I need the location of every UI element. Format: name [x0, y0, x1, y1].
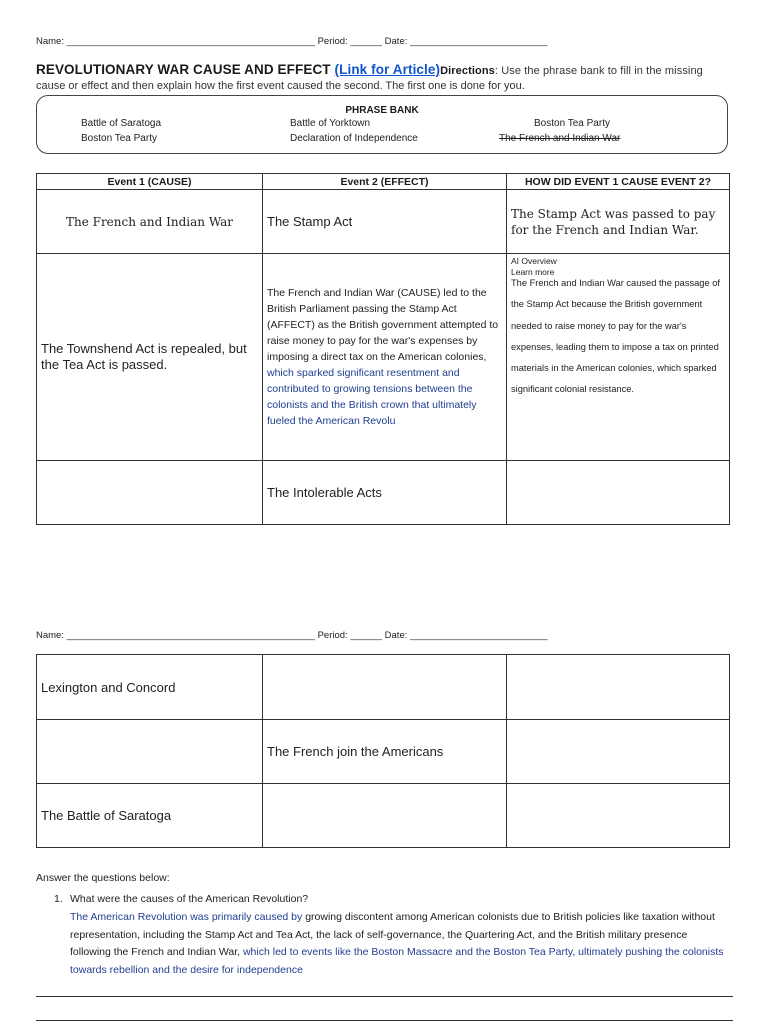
effect-cell[interactable] — [263, 784, 507, 848]
article-link[interactable]: (Link for Article) — [334, 62, 441, 77]
ai-overview-text: The French and Indian War caused the passage of the Stamp Act because the British government needed to raise money to pay for the war's expenses, leading them to impose a tax on printed materials in the American colonies, which sparked significant colonial resistance. — [511, 278, 720, 395]
phrase-bank-item: Declaration of Independence — [290, 133, 418, 144]
directions-text: : Use the phrase bank to fill in the missing — [494, 65, 703, 77]
ai-overview-label: AI Overview — [511, 256, 557, 266]
effect-text: The French and Indian War (CAUSE) led to the British Parliament passing the Stamp Act (AFFECT) as the British government attempted to raise money to pay for the war's expenses by imposing a direct tax on the American colonies, — [267, 287, 499, 363]
header-effect: Event 2 (EFFECT) — [263, 174, 507, 190]
answer-line[interactable] — [36, 996, 733, 997]
phrase-bank-item: Battle of Yorktown — [290, 118, 371, 129]
cause-effect-table-1 — [36, 173, 730, 525]
directions-label: Directions — [440, 65, 495, 77]
phrase-bank-item-crossed-out: The French and Indian War — [499, 133, 621, 144]
effect-cell[interactable] — [263, 655, 507, 720]
answer-highlight: The American Revolution was primarily caused by — [70, 911, 306, 923]
name-period-date-line: Name: _______________________________________________ Period: ______ Date: __________________________ — [36, 630, 548, 641]
phrase-bank-item: Boston Tea Party — [81, 133, 157, 144]
phrase-bank-item: Battle of Saratoga — [81, 118, 162, 129]
title-text: REVOLUTIONARY WAR CAUSE AND EFFECT — [36, 62, 331, 77]
answer-highlight: which led to events like the Boston Massacre and the Boston Tea Party, ultimately pushing the colonists towards rebellion and the desire for independence — [70, 946, 724, 976]
phrase-bank-title: PHRASE BANK — [345, 105, 419, 116]
explanation-cell[interactable] — [507, 720, 730, 784]
cause-cell[interactable]: The French and Indian War — [37, 190, 263, 254]
name-period-date-line: Name: _______________________________________________ Period: ______ Date: __________________________ — [36, 36, 548, 47]
explanation-cell[interactable] — [507, 655, 730, 720]
effect-cell[interactable]: The Intolerable Acts — [263, 461, 507, 525]
question-text: What were the causes of the American Revolution? — [70, 893, 309, 905]
answer-body: growing discontent among American colonists due to British policies like taxation without representation, including the Stamp Act and Tea Act, the lack of self-governance, the Quartering Act, and the British military presence following the French and Indian War, — [70, 911, 715, 958]
cause-cell[interactable]: Lexington and Concord — [37, 655, 263, 720]
phrase-bank-item: Boston Tea Party — [534, 118, 610, 129]
cause-cell[interactable] — [37, 461, 263, 525]
explanation-cell[interactable] — [507, 784, 730, 848]
effect-text-highlight: which sparked significant resentment and contributed to growing tensions between the colonists and the British crown that ultimately fueled the American Revolu — [267, 367, 477, 427]
explanation-cell[interactable] — [507, 254, 730, 461]
effect-cell[interactable]: The French join the Americans — [263, 720, 507, 784]
answer-line[interactable] — [36, 1020, 733, 1021]
explanation-cell[interactable]: The Stamp Act was passed to pay for the French and Indian War. — [507, 190, 730, 254]
directions-continued: cause or effect and then explain how the first event caused the second. The first one is done for you. — [36, 80, 525, 92]
cause-cell[interactable]: The Battle of Saratoga — [37, 784, 263, 848]
worksheet-title — [36, 62, 703, 77]
effect-cell[interactable]: The Stamp Act — [263, 190, 507, 254]
questions-intro: Answer the questions below: — [36, 872, 170, 884]
cause-effect-table-2 — [36, 654, 730, 848]
cause-cell[interactable] — [37, 720, 263, 784]
header-explanation: HOW DID EVENT 1 CAUSE EVENT 2? — [507, 174, 730, 190]
phrase-bank — [36, 95, 728, 154]
explanation-cell[interactable] — [507, 461, 730, 525]
effect-cell[interactable] — [263, 254, 507, 461]
header-cause: Event 1 (CAUSE) — [37, 174, 263, 190]
learn-more-link[interactable]: Learn more — [511, 267, 555, 277]
question-number: 1. — [54, 893, 63, 905]
answer-text[interactable] — [70, 909, 730, 979]
cause-cell[interactable]: The Townshend Act is repealed, but the Tea Act is passed. — [37, 254, 263, 461]
